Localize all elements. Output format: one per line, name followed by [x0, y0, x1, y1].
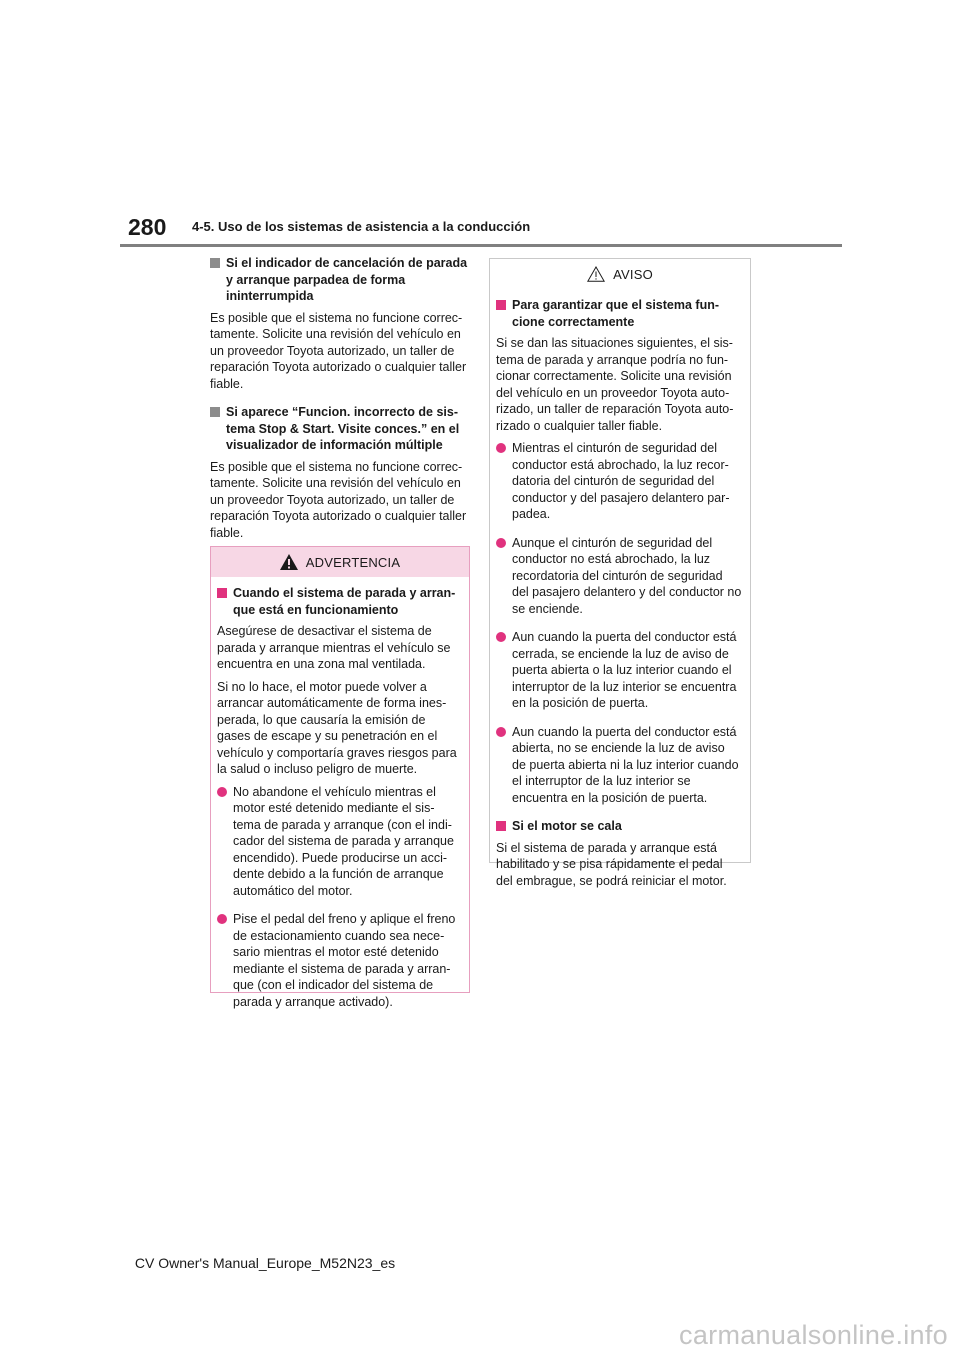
caution-triangle-icon — [587, 266, 605, 282]
notice-paragraph: Si el sistema de parada y arranque está habilitado y se pisa rápidamente el pedal del embrague, se podrá reiniciar el motor. — [496, 840, 727, 888]
heading-text: Si el indicador de cancelación de parada y arranque parpadea de forma ininterrumpida — [226, 256, 468, 303]
bullet-text: Aunque el cinturón de seguridad del conductor no está abrochado, la luz recordatoria del cinturón de seguridad del pasajero delantero y del conductor no se enciende. — [512, 535, 742, 616]
header-rule — [120, 244, 842, 247]
bullet-text: Aun cuando la puerta del conductor está abierta, no se enciende la luz de aviso de puerta abierta ni la luz interior cuando el interruptor de la luz interior se encuentra en la posición de puerta. — [512, 724, 739, 805]
notice-heading — [496, 297, 742, 330]
watermark: carmanualsonline.info — [679, 1320, 948, 1350]
warning-paragraph: Asegúrese de desactivar el sistema de parada y arranque mientras el vehículo se encuentra en una zona mal ventilada. — [217, 624, 451, 671]
notice-bullet — [496, 629, 742, 712]
heading-text: Si aparece “Funcion. incorrecto de sis-tema Stop & Start. Visite conces.” en el visualizador de información múltiple — [226, 405, 460, 452]
notice-box-header — [490, 259, 750, 289]
warning-box — [210, 546, 470, 1009]
page-number: 280 — [128, 214, 167, 240]
notice-heading — [496, 818, 742, 835]
section-heading — [210, 404, 472, 454]
square-bullet-icon — [496, 300, 506, 310]
warning-paragraph: Si no lo hace, el motor puede volver a arrancar automáticamente de forma ines-perada, lo que causaría la emisión de gases de escape y su penetración en el vehículo y comportaría graves riesgos para la salud o incluso peligro de muerte. — [217, 679, 457, 776]
warning-bullet — [217, 911, 461, 1010]
warning-box-header — [211, 547, 469, 577]
bullet-text: No abandone el vehículo mientras el motor esté detenido mediante el sis-tema de parada y arranque (con el indi-cador del sistema de parada y arranque encendido). Puede producirse un acci-dente debido a la función de arranque automático del motor. — [233, 784, 454, 898]
warning-bullet — [217, 784, 461, 900]
bullet-text: Aun cuando la puerta del conductor está cerrada, se enciende la luz de aviso de puerta abierta o la luz interior cuando el interruptor de la luz interior se encuentra en la posición de puerta. — [512, 630, 737, 710]
square-bullet-icon — [210, 258, 220, 268]
round-bullet-icon — [217, 914, 227, 924]
warning-heading — [217, 585, 461, 618]
notice-title: AVISO — [613, 266, 653, 282]
round-bullet-icon — [217, 787, 227, 797]
heading-text: Para garantizar que el sistema fun-cione correctamente — [512, 298, 720, 329]
notice-paragraph: Si se dan las situaciones siguientes, el sis-tema de parada y arranque podría no fun-cionar correctamente. Solicite una revisión del vehículo en un proveedor Toyota auto-rizado, un taller de reparación Toyota auto-rizado o cualquier taller fiable. — [496, 336, 734, 433]
round-bullet-icon — [496, 538, 506, 548]
square-bullet-icon — [496, 821, 506, 831]
section-heading — [210, 255, 472, 305]
square-bullet-icon — [210, 407, 220, 417]
heading-text: Si el motor se cala — [512, 819, 622, 833]
manual-id-footer: CV Owner's Manual_Europe_M52N23_es — [134, 1255, 396, 1271]
round-bullet-icon — [496, 727, 506, 737]
warning-title: ADVERTENCIA — [305, 554, 401, 570]
notice-box — [489, 258, 751, 888]
left-column — [210, 255, 472, 553]
round-bullet-icon — [496, 632, 506, 642]
bullet-text: Mientras el cinturón de seguridad del conductor está abrochado, la luz recor-datoria del cinturón de seguridad del conductor y del pasajero delantero par-padea. — [512, 441, 730, 521]
body-paragraph: Es posible que el sistema no funcione correc-tamente. Solicite una revisión del vehículo en un proveedor Toyota autorizado, un taller de reparación Toyota autorizado o cualquier taller fiable. — [210, 459, 467, 540]
square-bullet-icon — [217, 588, 227, 598]
bullet-text: Pise el pedal del freno y aplique el freno de estacionamiento cuando sea nece-sario mientras el motor esté detenido mediante el sistema de parada y arran-que (con el indicador del sistema de parada y arranque activado). — [233, 912, 456, 1009]
round-bullet-icon — [496, 443, 506, 453]
section-title: 4-5. Uso de los sistemas de asistencia a la conducción — [192, 219, 531, 234]
warning-triangle-icon — [280, 554, 298, 570]
notice-bullet — [496, 535, 742, 618]
body-paragraph: Es posible que el sistema no funcione correc-tamente. Solicite una revisión del vehículo en un proveedor Toyota autorizado, un taller de reparación Toyota autorizado o cualquier taller fiable. — [210, 310, 467, 391]
notice-bullet — [496, 440, 742, 523]
heading-text: Cuando el sistema de parada y arran-que está en funcionamiento — [233, 586, 456, 617]
notice-bullet — [496, 724, 742, 807]
